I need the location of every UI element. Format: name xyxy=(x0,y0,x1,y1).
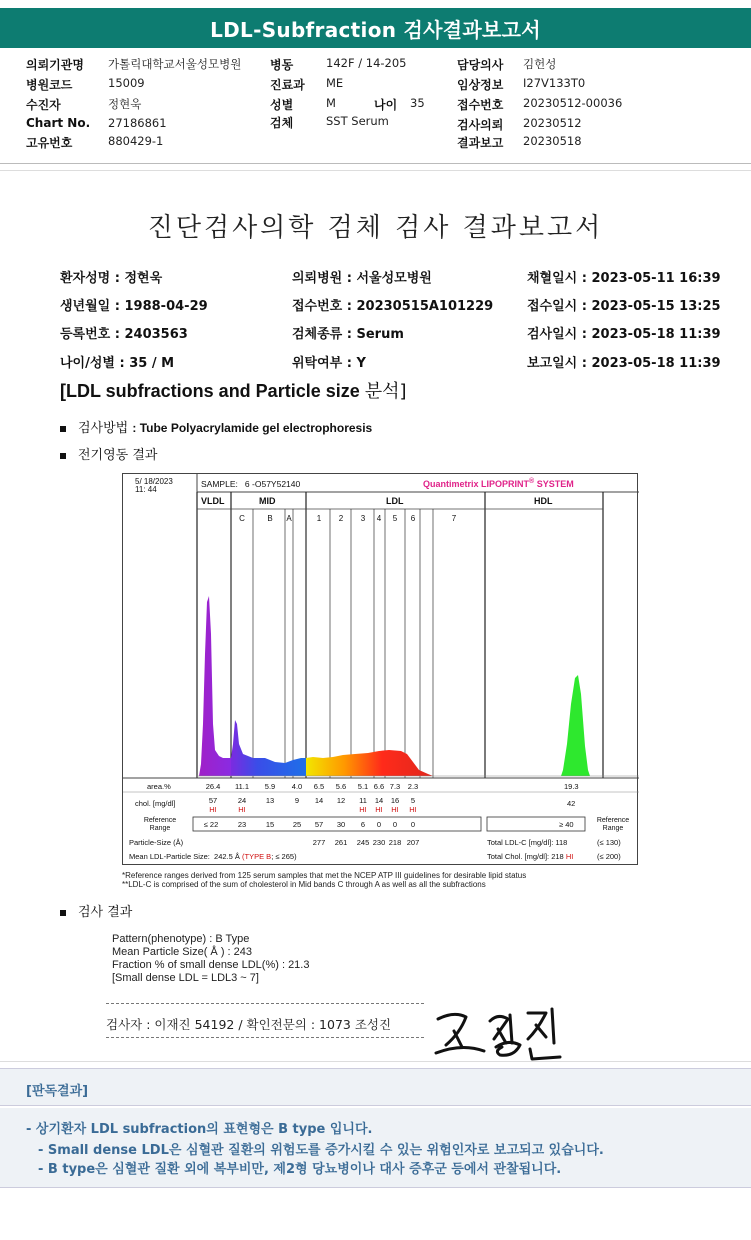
requesting-hospital-value: 서울성모병원 xyxy=(356,271,432,286)
ref-cell: 25 xyxy=(292,820,302,829)
handwritten-signature xyxy=(432,1003,572,1063)
request-date-label: 검사의뢰 xyxy=(457,118,504,132)
receipt-no: 접수번호 : 20230515A101229 xyxy=(292,299,494,314)
chart-sample: SAMPLE: 6 -O57Y52140 xyxy=(201,479,301,489)
chol-cell: 13 xyxy=(265,796,275,805)
area-cell: 6.5 xyxy=(313,782,325,791)
ref-right-label: Reference Range xyxy=(596,817,630,832)
registration-no-label: 등록번호 xyxy=(60,327,111,342)
report-datetime: 보고일시 : 2023-05-18 11:39 xyxy=(527,356,721,371)
department-label: 진료과 xyxy=(270,78,305,92)
footnote-1: *Reference ranges derived from 125 serum samples that met the NCEP ATP III guidelines for desirable lipid status xyxy=(122,871,527,880)
total-ldl-ref: (≤ 130) xyxy=(597,838,621,847)
chol-cell: 16 xyxy=(390,796,400,805)
patient-name: 환자성명 : 정현욱 xyxy=(60,271,163,286)
ward-label: 병동 xyxy=(270,58,294,72)
chol-cell: 57 xyxy=(208,796,218,805)
total-ldl xyxy=(487,838,567,847)
electrophoresis-bullet xyxy=(60,444,157,463)
interpretation-line-1: - 상기환자 LDL subfraction의 표현형은 B type 입니다. xyxy=(26,1122,373,1137)
chart-brand xyxy=(423,478,574,489)
size-cell: 230 xyxy=(372,838,386,847)
examinee-label: 수진자 xyxy=(26,98,61,112)
patient-name-value: 정현욱 xyxy=(124,271,163,286)
unique-id-value: 880429-1 xyxy=(108,134,164,148)
mean-type: (TYPE B xyxy=(242,852,272,861)
patient-name-label: 환자성명 xyxy=(60,271,111,286)
total-chol-ref: (≤ 200) xyxy=(597,852,621,861)
area-cell: 26.4 xyxy=(205,782,221,791)
outsourced: 위탁여부 : Y xyxy=(292,356,366,371)
chol-cell: 9 xyxy=(294,796,300,805)
ref-cell: 15 xyxy=(265,820,275,829)
interpretation-line-2: - Small dense LDL은 심혈관 질환의 위험도를 증가시킬 수 있는 위험인자로 보고되고 있습니다. xyxy=(38,1143,604,1158)
specimen-type-value: Serum xyxy=(356,327,404,342)
band-label: A xyxy=(286,514,292,523)
area-cell: 5.6 xyxy=(335,782,347,791)
vldl-peak xyxy=(199,596,231,776)
chol-cell: 5 xyxy=(410,796,416,805)
hi-flag: HI xyxy=(209,805,217,814)
requesting-hospital: 의뢰병원 : 서울성모병원 xyxy=(292,271,432,286)
report-datetime-value: 2023-05-18 11:39 xyxy=(591,356,721,371)
band-label: 2 xyxy=(338,514,344,523)
test-datetime: 검사일시 : 2023-05-18 11:39 xyxy=(527,327,721,342)
outsourced-label: 위탁여부 xyxy=(292,356,343,371)
signature-divider-bottom xyxy=(106,1037,424,1038)
mean-size-value: 242.5 Å xyxy=(214,852,240,861)
size-cell: 207 xyxy=(406,838,420,847)
area-cell: 5.1 xyxy=(357,782,369,791)
test-datetime-label: 검사일시 xyxy=(527,327,578,342)
specimen-value: SST Serum xyxy=(326,114,389,128)
hi-flag: HI xyxy=(375,805,383,814)
chart-no-label: Chart No. xyxy=(26,116,91,130)
method-label: 검사방법 xyxy=(78,421,129,436)
chart-datetime xyxy=(135,478,173,494)
age-sex: 나이/성별 : 35 / M xyxy=(60,356,175,371)
bullet-icon xyxy=(60,453,66,459)
total-chol xyxy=(487,852,573,861)
hi-flag: HI xyxy=(409,805,417,814)
row-label-ref: Reference Range xyxy=(143,817,177,832)
area-cell: 4.0 xyxy=(291,782,303,791)
result-sdldl-definition: [Small dense LDL = LDL3 ~ 7] xyxy=(112,972,259,984)
area-cell: 2.3 xyxy=(407,782,419,791)
ref-cell: ≤ 22 xyxy=(203,820,219,829)
clinical-info-value: I27V133T0 xyxy=(523,76,586,90)
interpretation-line-3: - B type은 심혈관 질환 외에 복부비만, 제2형 당뇨병이나 대사 증후군 등에서 관찰됩니다. xyxy=(38,1162,562,1177)
accession-label: 접수번호 xyxy=(457,98,504,112)
row-mean-size xyxy=(129,852,297,861)
total-chol-flag: HI xyxy=(565,852,574,861)
age-value: 35 xyxy=(410,96,425,110)
result-mean-size: Mean Particle Size( Å ) : 243 xyxy=(112,946,253,958)
report-header-title: LDL-Subfraction 검사결과보고서 xyxy=(0,8,751,48)
total-chol-value: 218 xyxy=(551,852,564,861)
clinical-info-label: 임상정보 xyxy=(457,78,504,92)
band-label: 6 xyxy=(410,514,416,523)
unique-id-label: 고유번호 xyxy=(26,136,73,150)
electrophoresis-chart xyxy=(122,473,638,865)
receipt-datetime-label: 접수일시 xyxy=(527,299,578,314)
area-cell: 5.9 xyxy=(264,782,276,791)
section-title xyxy=(60,377,407,403)
requesting-hospital-label: 의뢰병원 xyxy=(292,271,343,286)
band-label: 5 xyxy=(392,514,398,523)
doctor-label: 담당의사 xyxy=(457,58,504,72)
result-phenotype: Pattern(phenotype) : B Type xyxy=(112,933,250,945)
result-bullet xyxy=(60,901,132,920)
hdl-ref: ≥ 40 xyxy=(559,820,574,829)
sex-label: 성별 xyxy=(270,98,294,112)
band-label: B xyxy=(267,514,273,523)
bullet-icon xyxy=(60,910,66,916)
outsourced-value: Y xyxy=(356,356,366,371)
collection-datetime-label: 채혈일시 xyxy=(527,271,578,286)
chol-cell: 14 xyxy=(374,796,384,805)
row-label-area: area.% xyxy=(147,782,171,791)
interpretation-title: [판독결과] xyxy=(26,1084,89,1099)
examinee-value: 정현욱 xyxy=(108,97,142,111)
area-cell: 7.3 xyxy=(389,782,401,791)
result-sdldl-fraction: Fraction % of small dense LDL(%) : 21.3 xyxy=(112,959,310,971)
ref-cell: 57 xyxy=(314,820,324,829)
signature-line: 검사자 : 이재진 54192 / 확인전문의 : 1073 조성진 xyxy=(106,1017,392,1032)
band-label: 3 xyxy=(360,514,366,523)
size-cell: 245 xyxy=(356,838,370,847)
result-summary xyxy=(112,933,309,985)
zone-hdl: HDL xyxy=(534,496,553,506)
total-ldl-label: Total LDL-C [mg/dl]: xyxy=(487,838,554,847)
receipt-no-value: 20230515A101229 xyxy=(356,299,494,314)
electrophoresis-label: 전기영동 결과 xyxy=(78,448,158,463)
chol-cell: 24 xyxy=(237,796,247,805)
hdl-area: 19.3 xyxy=(564,782,579,791)
signature-divider-top xyxy=(106,1003,424,1004)
hi-flag: HI xyxy=(238,805,246,814)
hi-flag: HI xyxy=(391,805,399,814)
chol-cell: 14 xyxy=(314,796,324,805)
mean-size-label: Mean LDL-Particle Size: xyxy=(129,852,210,861)
collection-datetime: 채혈일시 : 2023-05-11 16:39 xyxy=(527,271,721,286)
chart-date: 5/ 18/2023 xyxy=(135,477,173,486)
ref-cell: 0 xyxy=(410,820,416,829)
hospital-code-value: 15009 xyxy=(108,76,145,90)
doctor-value: 김헌성 xyxy=(523,57,557,71)
age-sex-label: 나이/성별 xyxy=(60,356,115,371)
row-label-size: Particle-Size (Å) xyxy=(129,838,184,847)
method-value: : Tube Polyacrylamide gel electrophoresis xyxy=(132,421,373,435)
accession-value: 20230512-00036 xyxy=(523,96,623,110)
receipt-datetime-value: 2023-05-15 13:25 xyxy=(591,299,721,314)
requesting-org-value: 가톨릭대학교서울성모병원 xyxy=(108,57,242,71)
request-date-value: 20230512 xyxy=(523,116,582,130)
birth-date-value: 1988-04-29 xyxy=(124,299,208,314)
bullet-icon xyxy=(60,426,66,432)
header-divider xyxy=(0,163,751,164)
ward-value: 142F / 14-205 xyxy=(326,56,407,70)
row-label-chol: chol. [mg/dl] xyxy=(135,799,176,808)
footnote-2: **LDL-C is comprised of the sum of cholesterol in Mid bands C through A as well as all the subfractions xyxy=(122,880,486,889)
scanned-report xyxy=(0,170,751,1062)
chart-time: 11: 44 xyxy=(135,485,157,494)
receipt-datetime: 접수일시 : 2023-05-15 13:25 xyxy=(527,299,721,314)
mean-ref: ; ≤ 265) xyxy=(271,852,297,861)
zone-vldl: VLDL xyxy=(201,496,225,506)
zone-mid: MID xyxy=(259,496,276,506)
zone-ldl: LDL xyxy=(386,496,404,506)
specimen-type-label: 검체종류 xyxy=(292,327,343,342)
report-title: 진단검사의학 검체 검사 결과보고서 xyxy=(147,213,604,243)
ref-cell: 6 xyxy=(360,820,366,829)
birth-date: 생년월일 : 1988-04-29 xyxy=(60,299,208,314)
brand-suffix: SYSTEM xyxy=(534,479,574,489)
collection-datetime-value: 2023-05-11 16:39 xyxy=(591,271,721,286)
specimen-type: 검체종류 : Serum xyxy=(292,327,404,342)
section-title-ko: 분석] xyxy=(364,381,407,402)
brand-sup: ® xyxy=(529,478,535,485)
ldl-peak xyxy=(306,750,433,776)
section-title-en: [LDL subfractions and Particle size xyxy=(60,381,365,401)
chol-cell: 12 xyxy=(336,796,346,805)
age-sex-value: 35 / M xyxy=(129,356,175,371)
report-date-value: 20230518 xyxy=(523,134,582,148)
total-ldl-value: 118 xyxy=(555,838,568,847)
result-label: 검사 결과 xyxy=(78,905,133,920)
ref-cell: 23 xyxy=(237,820,247,829)
chol-cell: 11 xyxy=(359,796,367,805)
method-bullet xyxy=(60,417,372,436)
birth-date-label: 생년월일 xyxy=(60,299,111,314)
receipt-no-label: 접수번호 xyxy=(292,299,343,314)
band-label: 7 xyxy=(451,514,457,523)
hdl-peak xyxy=(561,675,590,776)
hospital-code-label: 병원코드 xyxy=(26,78,73,92)
registration-no: 등록번호 : 2403563 xyxy=(60,327,188,342)
band-label: C xyxy=(239,514,245,523)
ref-cell: 0 xyxy=(376,820,382,829)
band-label: 1 xyxy=(316,514,322,523)
size-cell: 218 xyxy=(388,838,402,847)
sex-value: M xyxy=(326,96,336,110)
requesting-org-label: 의뢰기관명 xyxy=(26,58,84,72)
interpretation-body xyxy=(0,1108,751,1188)
chart-footnotes xyxy=(122,871,526,889)
age-label: 나이 xyxy=(374,98,398,112)
size-cell: 277 xyxy=(312,838,326,847)
interpretation-header xyxy=(0,1068,751,1106)
report-datetime-label: 보고일시 xyxy=(527,356,578,371)
ref-cell: 30 xyxy=(336,820,346,829)
band-label: 4 xyxy=(376,514,382,523)
brand-text: Quantimetrix LIPOPRINT xyxy=(423,479,530,489)
report-date-label: 결과보고 xyxy=(457,136,504,150)
chart-no-value: 27186861 xyxy=(108,116,167,130)
total-chol-label: Total Chol. [mg/dl]: xyxy=(487,852,550,861)
department-value: ME xyxy=(326,76,344,90)
registration-no-value: 2403563 xyxy=(124,327,188,342)
size-cell: 261 xyxy=(334,838,348,847)
hi-flag: HI xyxy=(359,805,367,814)
area-cell: 6.6 xyxy=(373,782,385,791)
area-cell: 11.1 xyxy=(234,782,250,791)
ref-cell: 0 xyxy=(392,820,398,829)
test-datetime-value: 2023-05-18 11:39 xyxy=(591,327,721,342)
hdl-chol: 42 xyxy=(567,799,576,808)
specimen-label: 검체 xyxy=(270,116,294,130)
mid-peak xyxy=(231,720,306,776)
